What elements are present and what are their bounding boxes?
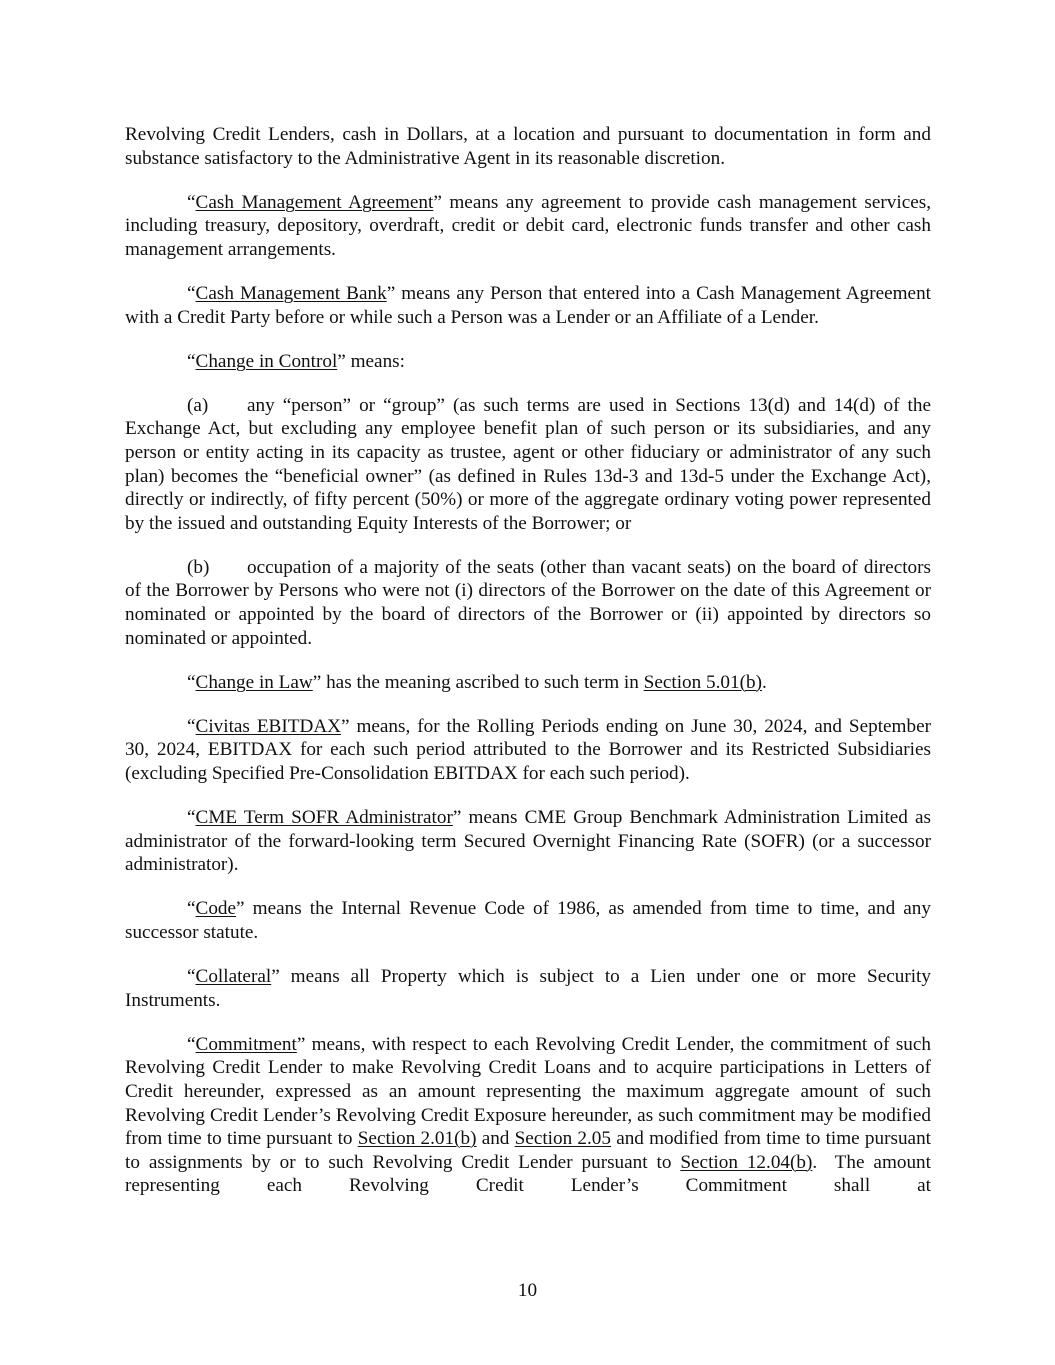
defined-term: Civitas EBITDAX (195, 715, 342, 737)
definition-text: ” means the Internal Revenue Code of 1986, as amended from time to time, and any successor statute. (125, 898, 931, 943)
defined-term: Change in Control (195, 350, 338, 372)
defined-term: Commitment (195, 1033, 297, 1055)
open-quote: “ (187, 350, 196, 372)
definition-code (125, 897, 931, 944)
definition-cash-management-bank (125, 282, 931, 329)
defined-term: Cash Management Bank (195, 282, 387, 304)
section-reference: Section 2.05 (514, 1128, 611, 1150)
clause-a (125, 394, 931, 536)
open-quote: “ (187, 898, 196, 920)
open-quote: “ (187, 1033, 196, 1055)
open-quote: “ (187, 966, 196, 988)
definition-text: . The amount representing each Revolving Credit Lender’s Commitment shall at (125, 1151, 936, 1197)
document-page (125, 123, 936, 1218)
definition-text: and (476, 1128, 515, 1150)
paragraph-text: Revolving Credit Lenders, cash in Dollars, at a location and pursuant to documentation in form and substance satisfactory to the Administrative Agent in its reasonable discretion. (125, 124, 931, 169)
definition-change-in-law (125, 671, 931, 695)
definition-text: ” means CME Group Benchmark Administration Limited as administrator of the forward-looking term Secured Overnight Financing Rate (SOFR) (or a successor administrator). (125, 807, 931, 876)
defined-term: Cash Management Agreement (195, 191, 434, 213)
definition-cash-management-agreement (125, 191, 931, 262)
section-reference: Section 5.01(b) (643, 671, 762, 693)
clause-label: (a) (187, 394, 209, 416)
definition-end: . (761, 671, 767, 693)
defined-term: CME Term SOFR Administrator (195, 807, 453, 829)
clause-text: any “person” or “group” (as such terms are used in Sections 13(d) and 14(d) of the Exchange Act, but excluding any employee benefit plan of such person or its subsidiaries, and any person or entity acting in its capacity as trustee, agent or other fiduciary or administrator of any such plan) becomes the “beneficial owner” (as defined in Rules 13d-3 and 13d-5 under the Exchange Act), directly or indirectly, of fifty percent (50%) or more of the aggregate ordinary voting power represented by the issued and outstanding Equity Interests of the Borrower; or (125, 394, 931, 534)
clause-label: (b) (187, 556, 210, 578)
open-quote: “ (187, 282, 196, 304)
page-number: 10 (517, 1280, 538, 1301)
open-quote: “ (187, 715, 196, 737)
definition-civitas-ebitdax (125, 715, 931, 786)
definition-cme-term-sofr-administrator (125, 806, 931, 877)
definition-text: ” means, with respect to each Revolving Credit Lender, the commitment of such Revolving Credit Lender to make Revolving Credit Loans and to acquire participations in Letters of Credit hereunder, expressed as an amount representing the maximum aggregate amount of such Revolving Credit Lender’s Revolving Credit Exposure hereunder, as such commitment may be modified from time to time pursuant to (125, 1033, 931, 1150)
defined-term: Code (195, 898, 237, 920)
definition-text: ” has the meaning ascribed to such term in (312, 671, 644, 693)
definition-commitment (125, 1033, 936, 1198)
definition-text: ” means any Person that entered into a Cash Management Agreement with a Credit Party before or while such a Person was a Lender or an Affiliate of a Lender. (125, 282, 932, 328)
clause-b (125, 556, 931, 650)
definition-collateral (125, 965, 931, 1012)
definition-text: ” means all Property which is subject to a Lien under one or more Security Instruments. (125, 966, 931, 1011)
definition-change-in-control (125, 350, 931, 374)
open-quote: “ (187, 191, 196, 213)
clause-text: occupation of a majority of the seats (other than vacant seats) on the board of directors of the Borrower by Persons who were not (i) directors of the Borrower on the date of this Agreement or nominated or appointed by the board of directors of the Borrower or (ii) appointed by directors so nominated or appointed. (125, 556, 931, 649)
definition-text: ” means: (337, 350, 405, 372)
section-reference: Section 12.04(b) (680, 1151, 813, 1173)
open-quote: “ (187, 807, 196, 829)
open-quote: “ (187, 671, 196, 693)
definition-text: ” means any agreement to provide cash management services, including treasury, depository, overdraft, credit or debit card, electronic funds transfer and other cash management arrangements. (125, 191, 932, 260)
paragraph-continuation (125, 123, 931, 170)
defined-term: Change in Law (195, 671, 313, 693)
defined-term: Collateral (195, 966, 272, 988)
definition-text: ” means, for the Rolling Periods ending on June 30, 2024, and September 30, 2024, EBITDAX for each such period attributed to the Borrower and its Restricted Subsidiaries (excluding Specified Pre-Consolidation EBITDAX for each such period). (125, 715, 931, 784)
section-reference: Section 2.01(b) (357, 1128, 477, 1150)
definition-text: and modified from time to time pursuant to assignments by or to such Revolving Credit Lender pursuant to (125, 1128, 931, 1173)
